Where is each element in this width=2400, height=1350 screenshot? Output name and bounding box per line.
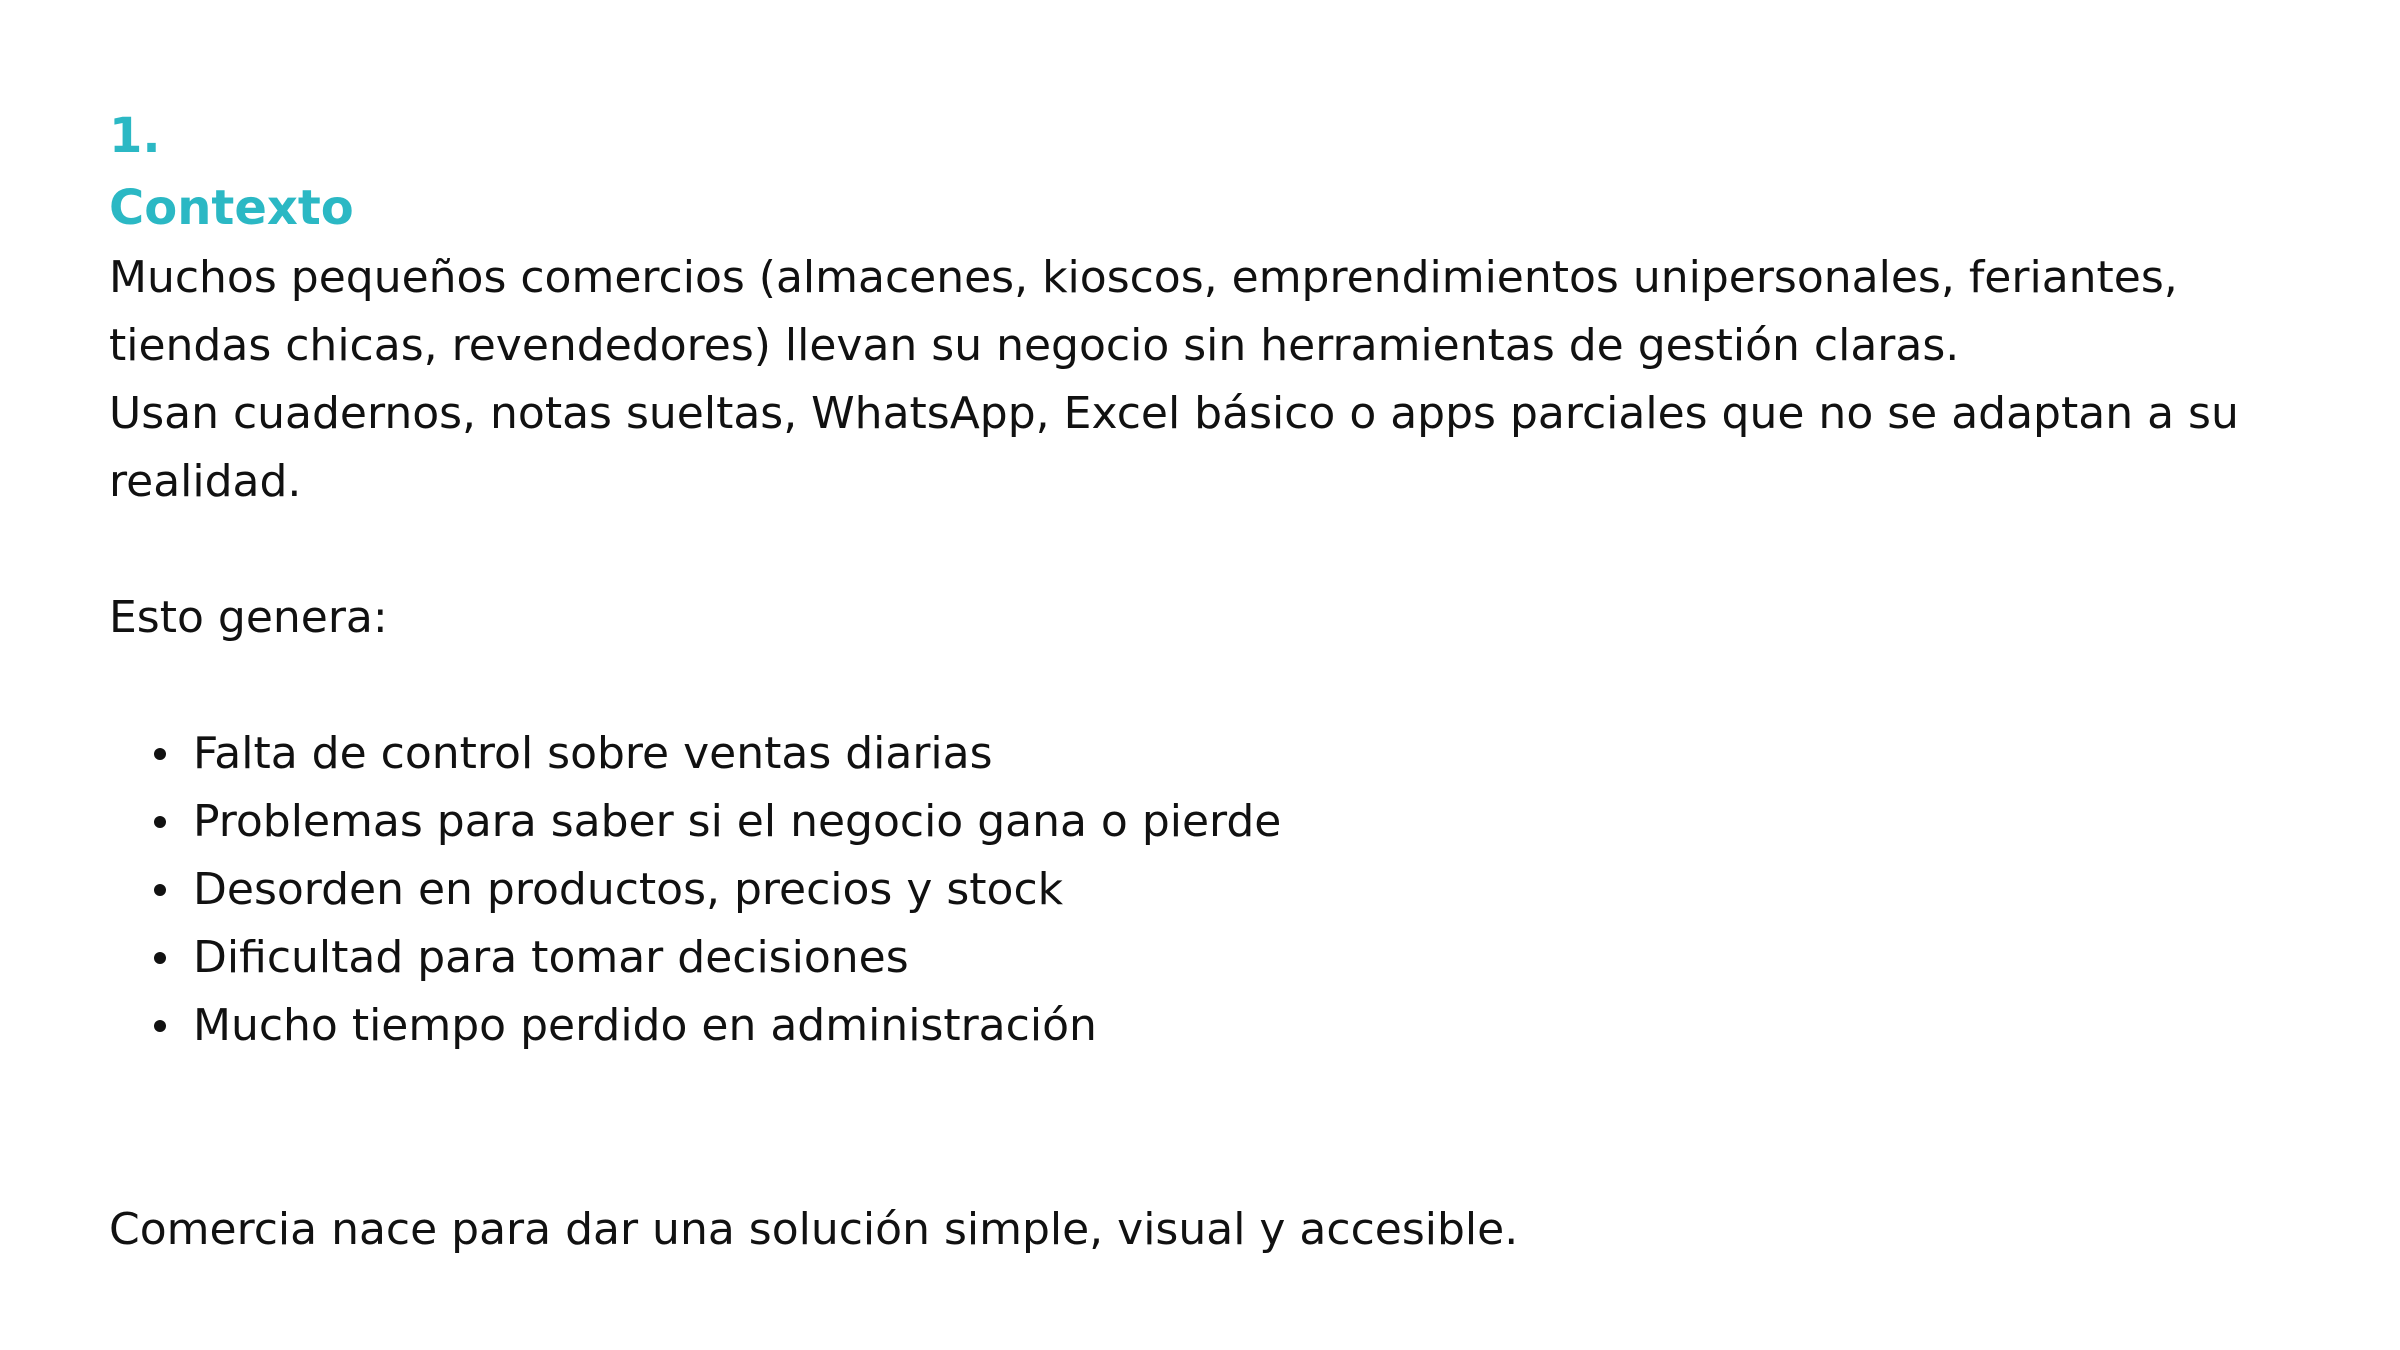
list-item-text: Problemas para saber si el negocio gana o pierde	[193, 796, 1282, 847]
closing-paragraph: Comercia nace para dar una solución simple, visual y accesible.	[109, 1204, 1519, 1255]
list-item	[109, 992, 2339, 1060]
list-item-text: Falta de control sobre ventas diarias	[193, 728, 993, 779]
section-number: 1.	[109, 108, 161, 164]
list-item	[109, 856, 2339, 924]
intro-paragraph-1: Muchos pequeños comercios (almacenes, kioscos, emprendimientos unipersonales, feriantes, tiendas chicas, revendedores) llevan su negocio sin herramientas de gestión claras.	[109, 252, 2178, 371]
list-item-text: Desorden en productos, precios y stock	[193, 864, 1064, 915]
bullet-icon	[154, 952, 166, 964]
bullet-icon	[154, 1020, 166, 1032]
bullet-icon	[154, 816, 166, 828]
effects-label: Esto genera:	[109, 592, 388, 643]
section-title: Contexto	[109, 180, 354, 236]
list-item	[109, 788, 2339, 856]
list-item-text: Dificultad para tomar decisiones	[193, 932, 909, 983]
list-item	[109, 720, 2339, 788]
document-page	[109, 100, 2339, 1264]
effects-list	[109, 720, 2339, 1060]
list-item-text: Mucho tiempo perdido en administración	[193, 1000, 1097, 1051]
list-item	[109, 924, 2339, 992]
bullet-icon	[154, 748, 166, 760]
bullet-icon	[154, 884, 166, 896]
intro-paragraph-2: Usan cuadernos, notas sueltas, WhatsApp, Excel básico o apps parciales que no se adaptan a su realidad.	[109, 388, 2239, 507]
